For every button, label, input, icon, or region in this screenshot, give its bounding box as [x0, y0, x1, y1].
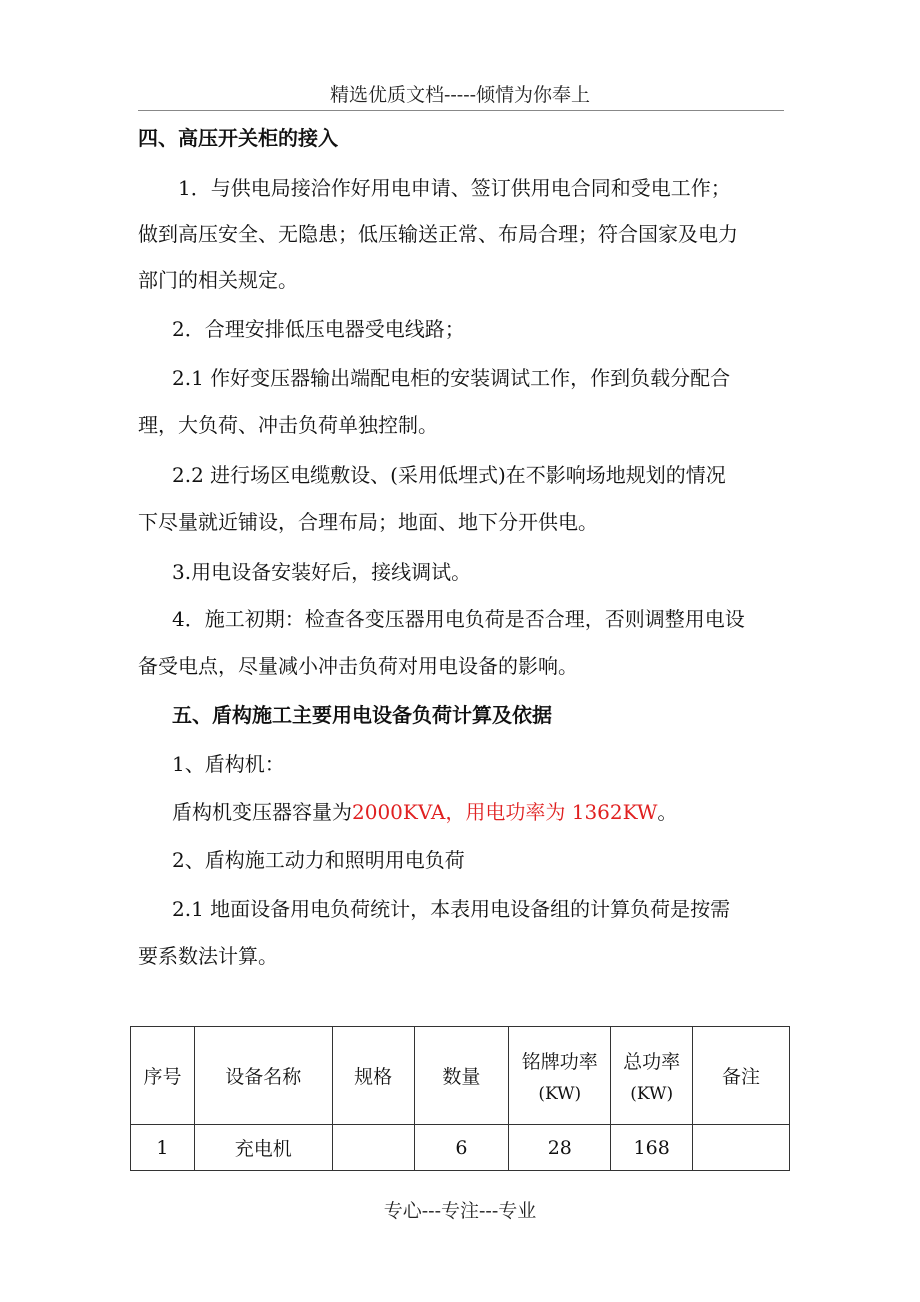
cell-rated-power: 28	[509, 1125, 611, 1171]
page-footer: 专心---专注---专业	[383, 1200, 537, 1222]
equipment-load-table	[130, 1026, 790, 1171]
header-rated-power-cell	[509, 1027, 611, 1125]
subsection-1: 1、盾构机：	[172, 752, 285, 776]
item-3: 3.用电设备安装好后，接线调试。	[172, 560, 472, 584]
page-header: 精选优质文档-----倾情为你奉上	[329, 84, 591, 106]
table-header-row	[131, 1027, 790, 1125]
item-4-line-1: 4．施工初期：检查各变压器用电负荷是否合理，否则调整用电设	[172, 607, 745, 631]
header-total-power-cell	[611, 1027, 693, 1125]
item-1-line-2: 做到高压安全、无隐患；低压输送正常、布局合理；符合国家及电力	[138, 222, 738, 246]
table-row	[131, 1125, 790, 1171]
transformer-capacity-highlight: 2000KVA，用电功率为 1362KW	[352, 800, 658, 824]
cell-no: 1	[131, 1125, 195, 1171]
header-quantity: 数量	[414, 1027, 509, 1125]
item-4-line-2: 备受电点，尽量减小冲击负荷对用电设备的影响。	[138, 654, 578, 678]
cell-equipment-name: 充电机	[194, 1125, 332, 1171]
item-2-1-line-2: 理，大负荷、冲击负荷单独控制。	[138, 413, 438, 437]
header-rated-power: 铭牌功率	[521, 1051, 598, 1073]
header-remark: 备注	[693, 1027, 790, 1125]
item-1-line-1: 1．与供电局接洽作好用电申请、签订供用电合同和受电工作；	[178, 176, 731, 200]
header-no: 序号	[131, 1027, 195, 1125]
cell-quantity: 6	[414, 1125, 509, 1171]
transformer-text-prefix: 盾构机变压器容量为	[172, 800, 352, 824]
cell-remark	[693, 1125, 790, 1171]
header-total-power-unit: (KW)	[630, 1084, 674, 1104]
subsection-2-1-line-1: 2.1 地面设备用电负荷统计，本表用电设备组的计算负荷是按需	[172, 897, 731, 921]
item-2: 2．合理安排低压电器受电线路；	[172, 317, 465, 341]
transformer-text-suffix: 。	[657, 800, 678, 824]
item-2-2-line-1: 2.2 进行场区电缆敷设、(采用低埋式)在不影响场地规划的情况	[172, 463, 726, 487]
item-1-line-3: 部门的相关规定。	[138, 268, 298, 292]
section-5-heading: 五、盾构施工主要用电设备负荷计算及依据	[172, 703, 552, 727]
header-total-power: 总功率	[623, 1051, 681, 1073]
header-divider	[138, 110, 784, 111]
item-2-2-line-2: 下尽量就近铺设，合理布局；地面、地下分开供电。	[138, 510, 598, 534]
header-rated-power-unit: (KW)	[538, 1084, 582, 1104]
subsection-2: 2、盾构施工动力和照明用电负荷	[172, 848, 465, 872]
header-spec: 规格	[332, 1027, 414, 1125]
item-2-1-line-1: 2.1 作好变压器输出端配电柜的安装调试工作，作到负载分配合	[172, 366, 731, 390]
transformer-capacity-line	[172, 800, 818, 824]
cell-spec	[332, 1125, 414, 1171]
section-4-heading: 四、高压开关柜的接入	[138, 126, 338, 150]
cell-total-power: 168	[611, 1125, 693, 1171]
subsection-2-1-line-2: 要系数法计算。	[138, 944, 278, 968]
header-equipment-name: 设备名称	[194, 1027, 332, 1125]
